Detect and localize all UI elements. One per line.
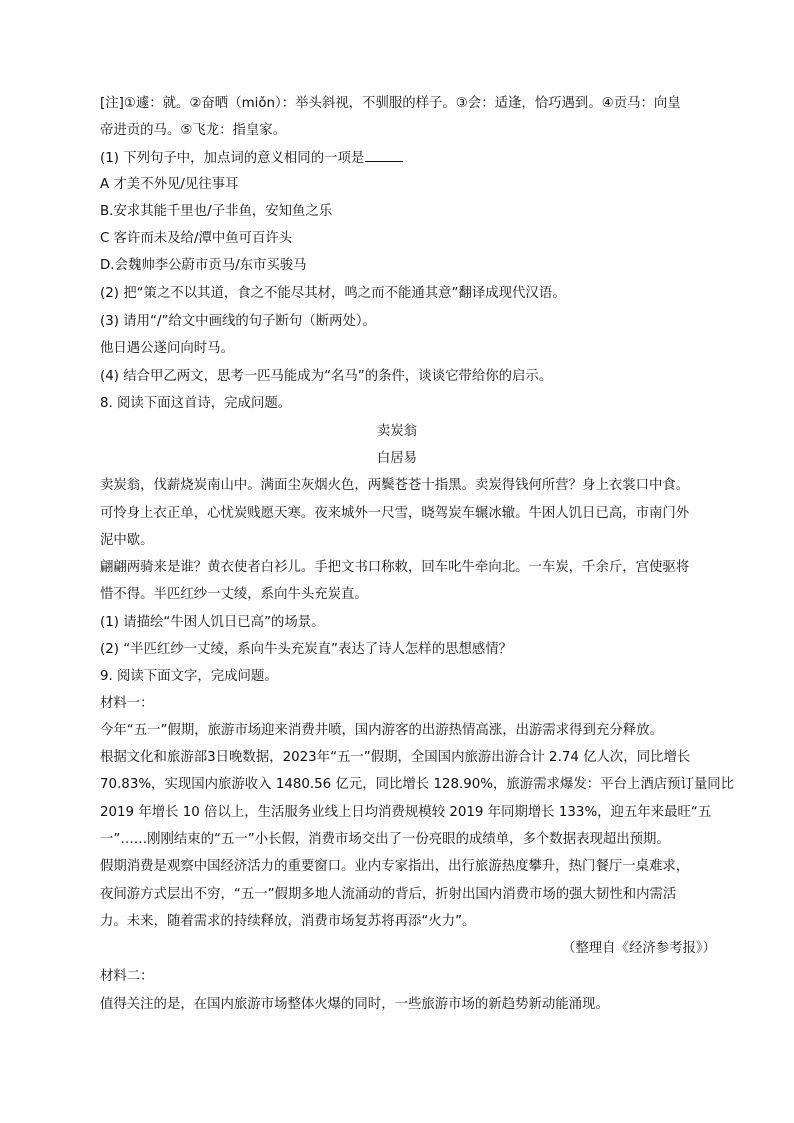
q7-sub1-text: (1) 下列句子中，加点词的意义相同的一项是 xyxy=(100,151,365,166)
poem-line: 惜不得。半匹红纱一丈绫，系向牛头充炭直。 xyxy=(100,587,368,602)
q7-sub1 xyxy=(100,147,720,170)
q7-sub3: (3) 请用“/”给文中画线的句子断句（断两处）。 xyxy=(100,314,376,329)
q8-heading: 8. 阅读下面这首诗，完成问题。 xyxy=(100,396,292,411)
material2-label: 材料二： xyxy=(100,969,154,984)
poem-line: 可怜身上衣正单，心忧炭贱愿天寒。夜来城外一尺雪，晓驾炭车辗冰辙。牛困人饥日已高，市南门外 xyxy=(100,506,690,521)
q7-option-a: A 才美不外见/见往事耳 xyxy=(100,177,239,192)
q7-sub2: (2) 把“策之不以其道，食之不能尽其材，鸣之而不能通其意”翻译成现代汉语。 xyxy=(100,286,566,301)
q7-sub3-sentence: 他日遇公遂问向时马。 xyxy=(100,341,234,356)
material1-line: 一”……刚刚结束的“五一”小长假，消费市场交出了一份亮眼的成绩单，多个数据表现超出预期。 xyxy=(100,832,670,847)
material1-line: 70.83%，实现国内旅游收入 1480.56 亿元，同比增长 128.90%，旅游需求爆发：平台上酒店预订量同比 xyxy=(100,777,735,792)
poem-title: 卖炭翁 xyxy=(376,424,418,439)
poem-line: 卖炭翁，伐薪烧炭南山中。满面尘灰烟火色，两鬓苍苍十指黑。卖炭得钱何所营？身上衣裳口中食。 xyxy=(100,478,690,493)
q7-option-d: D.会魏帅李公蔚市贡马/东市买骏马 xyxy=(100,258,307,273)
material1-line: 根据文化和旅游部3日晚数据，2023年“五一”假期，全国国内旅游出游合计 2.74 亿人次，同比增长 xyxy=(100,750,691,765)
q8-sub1: (1) 请描绘“牛困人饥日已高”的场景。 xyxy=(100,615,325,630)
poem-line: 泥中歇。 xyxy=(100,533,154,548)
poem-author: 白居易 xyxy=(376,451,418,466)
poem-line: 翩翩两骑来是谁？黄衣使者白衫儿。手把文书口称敕，回车叱牛牵向北。一车炭，千余斤，宫使驱将 xyxy=(100,560,690,575)
material2-line: 值得关注的是，在国内旅游市场整体火爆的同时，一些旅游市场的新趋势新动能涌现。 xyxy=(100,997,609,1012)
q8-sub2: (2) “半匹红纱一丈绫，系向牛头充炭直”表达了诗人怎样的思想感情？ xyxy=(100,642,513,657)
material1-line: 今年“五一”假期，旅游市场迎来消费井喷，国内游客的出游热情高涨，出游需求得到充分释放。 xyxy=(100,723,663,738)
material1-source: （整理自《经济参考报》） xyxy=(562,941,716,956)
material1-line: 力。未来，随着需求的持续释放，消费市场复苏将再添“火力”。 xyxy=(100,914,476,929)
material1-label: 材料一： xyxy=(100,696,154,711)
material1-line: 假期消费是观察中国经济活力的重要窗口。业内专家指出，出行旅游热度攀升，热门餐厅一桌难求， xyxy=(100,859,690,874)
q7-option-b: B.安求其能千里也/子非鱼，安知鱼之乐 xyxy=(100,204,333,219)
q9-heading: 9. 阅读下面文字，完成问题。 xyxy=(100,669,278,684)
answer-blank xyxy=(365,147,403,162)
q7-sub4: (4) 结合甲乙两文，思考一匹马能成为“名马”的条件，谈谈它带给你的启示。 xyxy=(100,369,553,384)
notes-line-2: 帝进贡的马。⑤飞龙：指皇家。 xyxy=(100,123,287,138)
q7-option-c: C 客许而未及给/潭中鱼可百许头 xyxy=(100,231,293,246)
notes-line-1: [注]①遽：就。②奋晒（miǒn）：举头斜视，不驯服的样子。③会：适逢，恰巧遇到。④贡马：向皇 xyxy=(100,96,681,111)
material1-line: 2019 年增长 10 倍以上，生活服务业线上日均消费规模较 2019 年同期增长 133%，迎五年来最旺“五 xyxy=(100,805,712,820)
material1-line: 夜间游方式层出不穷，“五一”假期多地人流涌动的背后，折射出国内消费市场的强大韧性和内需活 xyxy=(100,887,677,902)
